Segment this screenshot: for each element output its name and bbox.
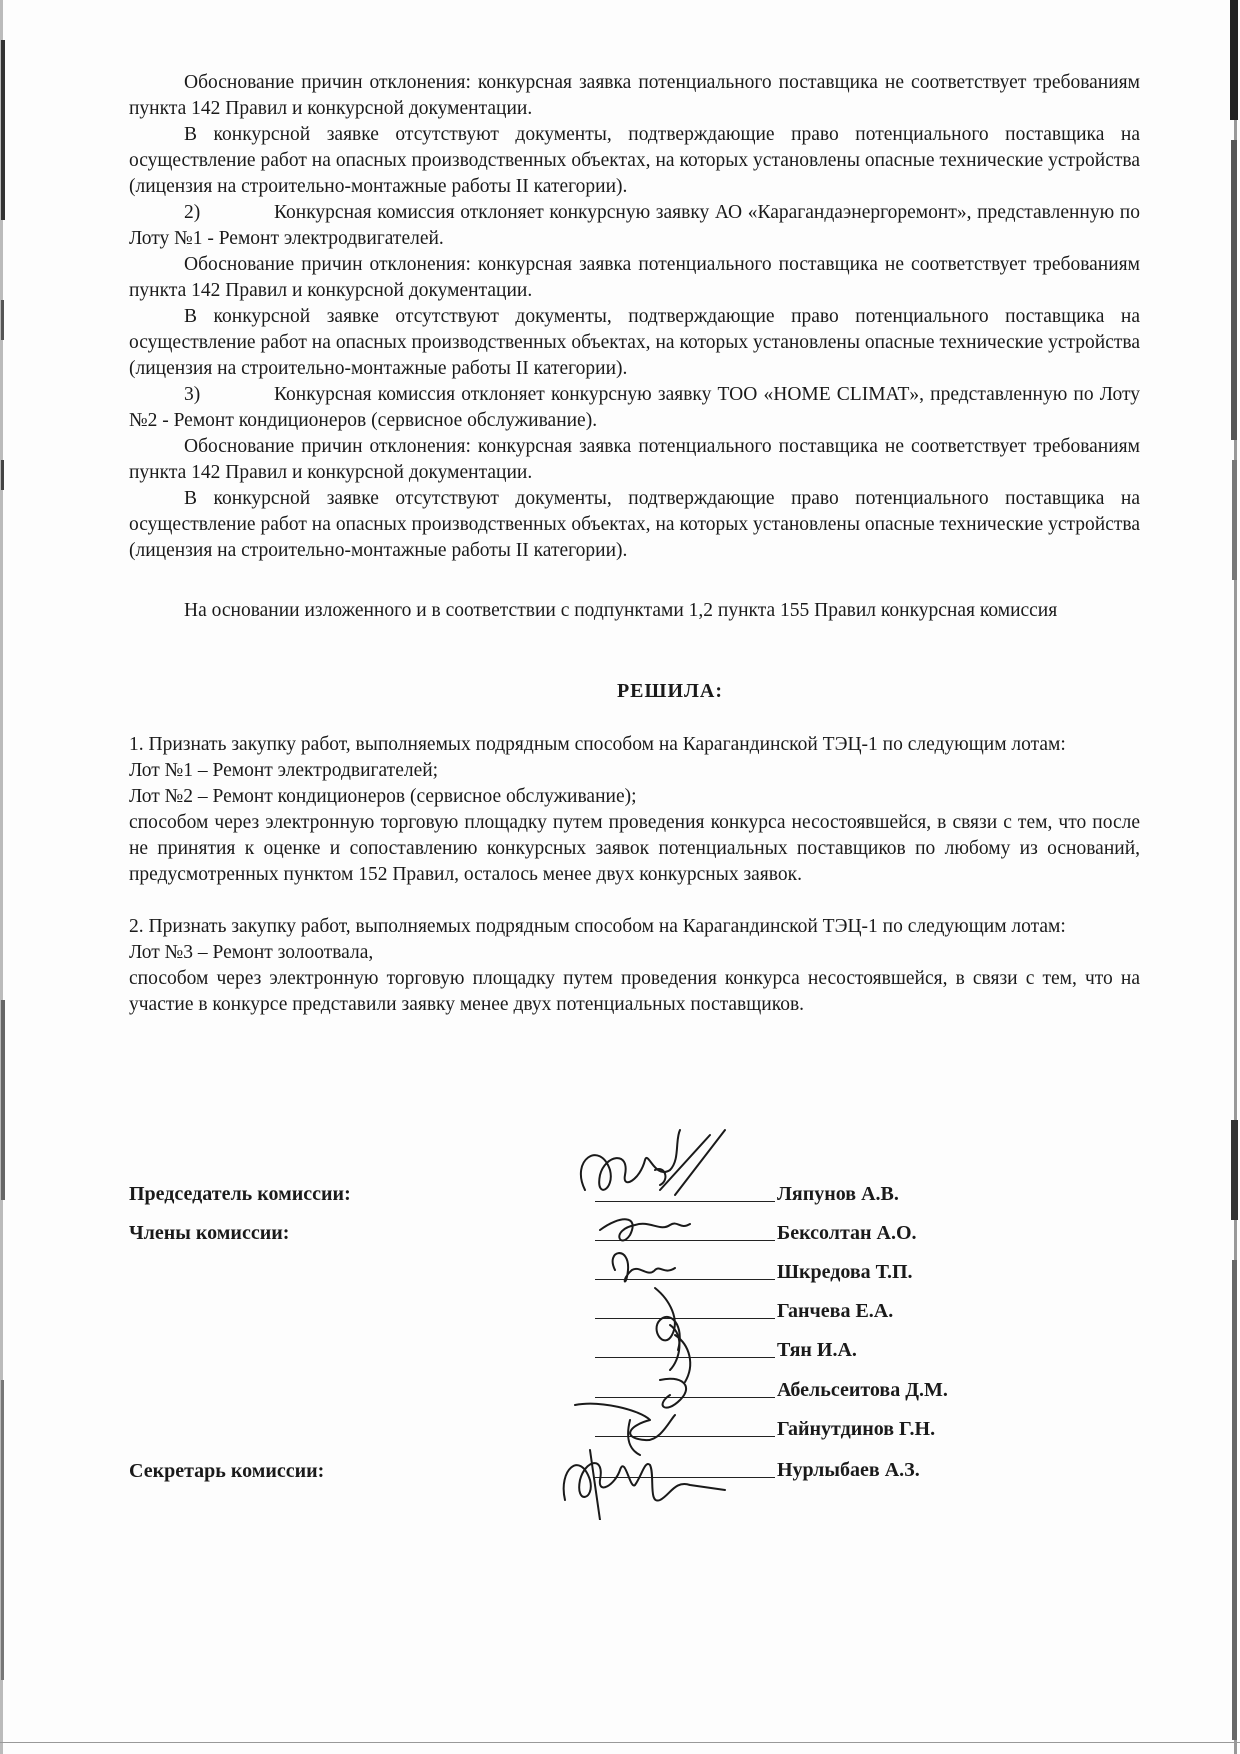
decision-1-conclusion: способом через электронную торговую площадку путем проведения конкурса несостоявшейся, в связи с тем, что после не принятия к оценке и сопоставлению конкурсных заявок потенциальных поставщиков по любому из оснований, предусмотренных пунктом 152 Правил, осталось менее двух конкурсных заявок. [129, 812, 1140, 885]
paragraph-reason-1: Обоснование причин отклонения: конкурсная заявка потенциального поставщика не соответствует требованиям пункта 142 Правил и конкурсной документации. [129, 72, 1140, 119]
signatory-name: Нурлыбаев А.З. [777, 1459, 920, 1481]
signatory-name: Абельсеитова Д.М. [777, 1379, 948, 1401]
paragraph-missing-docs-2: В конкурсной заявке отсутствуют документы, подтверждающие право потенциального поставщика на осуществление работ на опасных производственных объектах, на которых установлены опасные технические устройства (лицензия на строительно-монтажные работы II категории). [129, 306, 1140, 379]
signatory-name: Гайнутдинов Г.Н. [777, 1418, 936, 1440]
basis-paragraph: На основании изложенного и в соответствии с подпунктами 1,2 пункта 155 Правил конкурсная комиссия [184, 600, 1058, 621]
paragraph-missing-docs-3: В конкурсной заявке отсутствуют документы, подтверждающие право потенциального поставщика на осуществление работ на опасных производственных объектах, на которых установлены опасные технические устройства (лицензия на строительно-монтажные работы II категории). [129, 488, 1140, 561]
item-text: Конкурсная комиссия отклоняет конкурсную заявку ТОО «HOME CLIMAT», представленную по Лоту №2 - Ремонт кондиционеров (сервисное обслуживание). [129, 384, 1140, 431]
decision-2-intro: 2. Признать закупку работ, выполняемых подрядным способом на Карагандинской ТЭЦ-1 по следующим лотам: [129, 916, 1066, 937]
decision-1-lot-2: Лот №2 – Ремонт кондиционеров (сервисное обслуживание); [129, 786, 637, 807]
signatory-name: Ганчева Е.А. [777, 1300, 894, 1322]
secretary-label: Секретарь комиссии: [129, 1460, 325, 1482]
paragraph-missing-docs-1: В конкурсной заявке отсутствуют документы, подтверждающие право потенциального поставщика на осуществление работ на опасных производственных объектах, на которых установлены опасные технические устройства (лицензия на строительно-монтажные работы II категории). [129, 124, 1140, 197]
paragraph-reason-3: Обоснование причин отклонения: конкурсная заявка потенциального поставщика не соответствует требованиям пункта 142 Правил и конкурсной документации. [129, 436, 1140, 483]
item-text: Конкурсная комиссия отклоняет конкурсную заявку АО «Карагандаэнергоремонт», представленную по Лоту №1 - Ремонт электродвигателей. [129, 202, 1140, 249]
decision-1-intro: 1. Признать закупку работ, выполняемых подрядным способом на Карагандинской ТЭЦ-1 по следующим лотам: [129, 734, 1066, 755]
paragraph-rejection-3 [129, 382, 1140, 434]
members-label: Члены комиссии: [129, 1222, 290, 1244]
scan-edge-left [0, 0, 10, 1754]
rejection-section [129, 70, 1140, 564]
paragraph-reason-2: Обоснование причин отклонения: конкурсная заявка потенциального поставщика не соответствует требованиям пункта 142 Правил и конкурсной документации. [129, 254, 1140, 301]
signatory-name: Шкредова Т.П. [777, 1261, 913, 1283]
decision-section [129, 732, 1140, 1018]
chairman-label: Председатель комиссии: [129, 1183, 351, 1205]
item-number: 2) [184, 202, 201, 223]
scan-edge-right [1220, 0, 1240, 1754]
scan-bottom-line [0, 1742, 1240, 1743]
basis-section [129, 598, 1140, 624]
decision-2-lot-3: Лот №3 – Ремонт золоотвала, [129, 942, 374, 963]
decision-2-conclusion: способом через электронную торговую площадку путем проведения конкурса несостоявшейся, в связи с тем, что на участие в конкурсе представили заявку менее двух потенциальных поставщиков. [129, 968, 1140, 1015]
signatory-name: Тян И.А. [777, 1339, 857, 1361]
signatory-name: Бексолтан А.О. [777, 1222, 917, 1244]
item-number: 3) [184, 384, 201, 405]
paragraph-rejection-2 [129, 200, 1140, 252]
signatory-name: Ляпунов А.В. [777, 1183, 899, 1205]
handwritten-signatures [560, 1120, 800, 1520]
decision-1-lot-1: Лот №1 – Ремонт электродвигателей; [129, 760, 439, 781]
decision-heading: РЕШИЛА: [616, 680, 724, 702]
